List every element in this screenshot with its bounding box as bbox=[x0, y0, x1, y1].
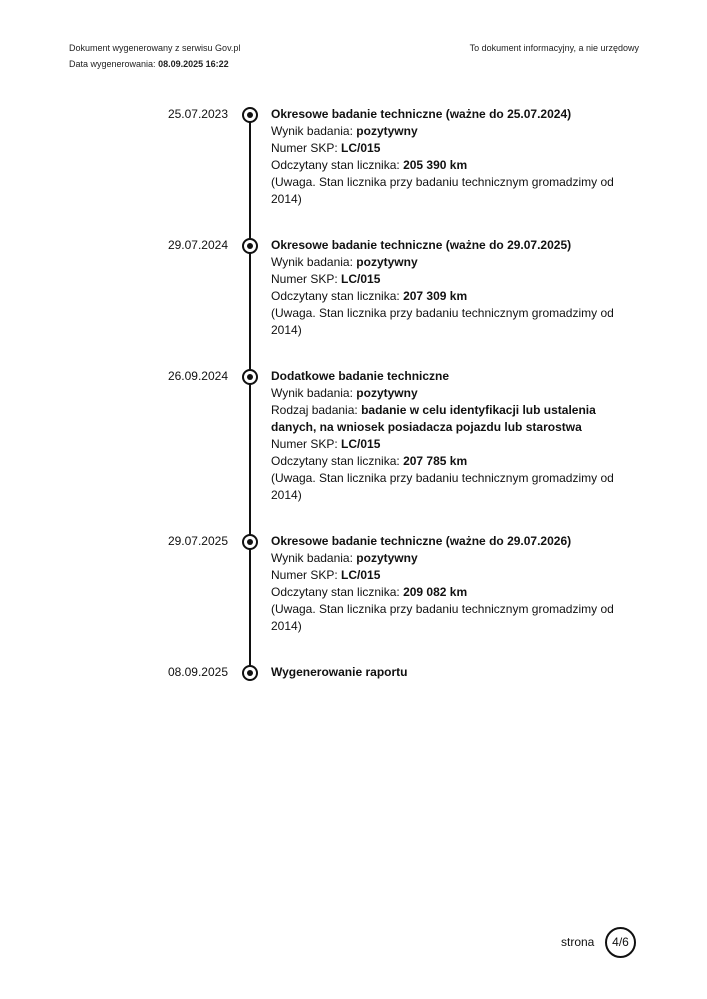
event-title: Wygenerowanie raportu bbox=[271, 665, 408, 679]
odometer-value: 207 785 km bbox=[403, 454, 468, 468]
odometer-note: (Uwaga. Stan licznika przy badaniu technicznym gromadzimy od 2014) bbox=[271, 471, 614, 502]
event-date: 29.07.2024 bbox=[167, 238, 228, 252]
odometer-label: Odczytany stan licznika: bbox=[271, 454, 404, 468]
odometer-row bbox=[271, 584, 616, 601]
result-value: pozytywny bbox=[356, 386, 418, 400]
odometer-value: 205 390 km bbox=[403, 158, 468, 172]
skp-label: Numer SKP: bbox=[271, 141, 342, 155]
inspection-type-value: badanie w celu identyfikacji lub ustalenia danych, na wniosek posiadacza pojazdu lub starostwa bbox=[271, 403, 596, 434]
source-text: Dokument wygenerowany z serwisu Gov.pl bbox=[69, 43, 241, 53]
event-details bbox=[271, 237, 616, 339]
odometer-row bbox=[271, 453, 616, 470]
inspection-type-row bbox=[271, 402, 616, 436]
event-title: Okresowe badanie techniczne (ważne do 29.07.2026) bbox=[271, 534, 572, 548]
event-date: 29.07.2025 bbox=[167, 534, 228, 548]
odometer-value: 207 309 km bbox=[403, 289, 468, 303]
result-value: pozytywny bbox=[356, 255, 418, 269]
inspection-type-label: Rodzaj badania: bbox=[271, 403, 362, 417]
skp-value: LC/015 bbox=[341, 568, 381, 582]
event-title: Okresowe badanie techniczne (ważne do 29.07.2025) bbox=[271, 238, 572, 252]
skp-value: LC/015 bbox=[341, 272, 381, 286]
timeline-dot-icon bbox=[242, 534, 258, 550]
odometer-row bbox=[271, 288, 616, 305]
event-date: 08.09.2025 bbox=[167, 665, 228, 679]
odometer-note: (Uwaga. Stan licznika przy badaniu technicznym gromadzimy od 2014) bbox=[271, 306, 614, 337]
disclaimer: To dokument informacyjny, a nie urzędowy bbox=[469, 43, 639, 53]
result-value: pozytywny bbox=[356, 124, 418, 138]
timeline-dot-icon bbox=[242, 107, 258, 123]
result-label: Wynik badania: bbox=[271, 124, 357, 138]
result-label: Wynik badania: bbox=[271, 551, 357, 565]
event-date: 25.07.2023 bbox=[167, 107, 228, 121]
skp-row bbox=[271, 567, 616, 584]
result-row bbox=[271, 385, 616, 402]
event-details bbox=[271, 106, 616, 208]
odometer-label: Odczytany stan licznika: bbox=[271, 289, 404, 303]
odometer-value: 209 082 km bbox=[403, 585, 468, 599]
result-value: pozytywny bbox=[356, 551, 418, 565]
timeline-dot-icon bbox=[242, 238, 258, 254]
generated-label: Data wygenerowania: bbox=[69, 59, 159, 69]
event-title: Okresowe badanie techniczne (ważne do 25.07.2024) bbox=[271, 107, 572, 121]
result-row bbox=[271, 254, 616, 271]
page-number: 4/6 bbox=[605, 927, 636, 958]
generated-value: 08.09.2025 16:22 bbox=[158, 59, 229, 69]
odometer-note: (Uwaga. Stan licznika przy badaniu technicznym gromadzimy od 2014) bbox=[271, 602, 614, 633]
odometer-note: (Uwaga. Stan licznika przy badaniu technicznym gromadzimy od 2014) bbox=[271, 175, 614, 206]
odometer-label: Odczytany stan licznika: bbox=[271, 158, 404, 172]
odometer-label: Odczytany stan licznika: bbox=[271, 585, 404, 599]
skp-label: Numer SKP: bbox=[271, 437, 342, 451]
skp-value: LC/015 bbox=[341, 437, 381, 451]
skp-row bbox=[271, 436, 616, 453]
result-label: Wynik badania: bbox=[271, 386, 357, 400]
result-label: Wynik badania: bbox=[271, 255, 357, 269]
event-date: 26.09.2024 bbox=[167, 369, 228, 383]
odometer-row bbox=[271, 157, 616, 174]
timeline-dot-icon bbox=[242, 665, 258, 681]
event-title: Dodatkowe badanie techniczne bbox=[271, 369, 450, 383]
result-row bbox=[271, 550, 616, 567]
page-label: strona bbox=[561, 935, 595, 949]
result-row bbox=[271, 123, 616, 140]
event-details bbox=[271, 533, 616, 635]
event-details bbox=[271, 368, 616, 504]
skp-row bbox=[271, 271, 616, 288]
skp-label: Numer SKP: bbox=[271, 272, 342, 286]
skp-row bbox=[271, 140, 616, 157]
skp-label: Numer SKP: bbox=[271, 568, 342, 582]
event-details bbox=[271, 664, 616, 681]
timeline-line bbox=[249, 114, 251, 672]
skp-value: LC/015 bbox=[341, 141, 381, 155]
timeline-dot-icon bbox=[242, 369, 258, 385]
